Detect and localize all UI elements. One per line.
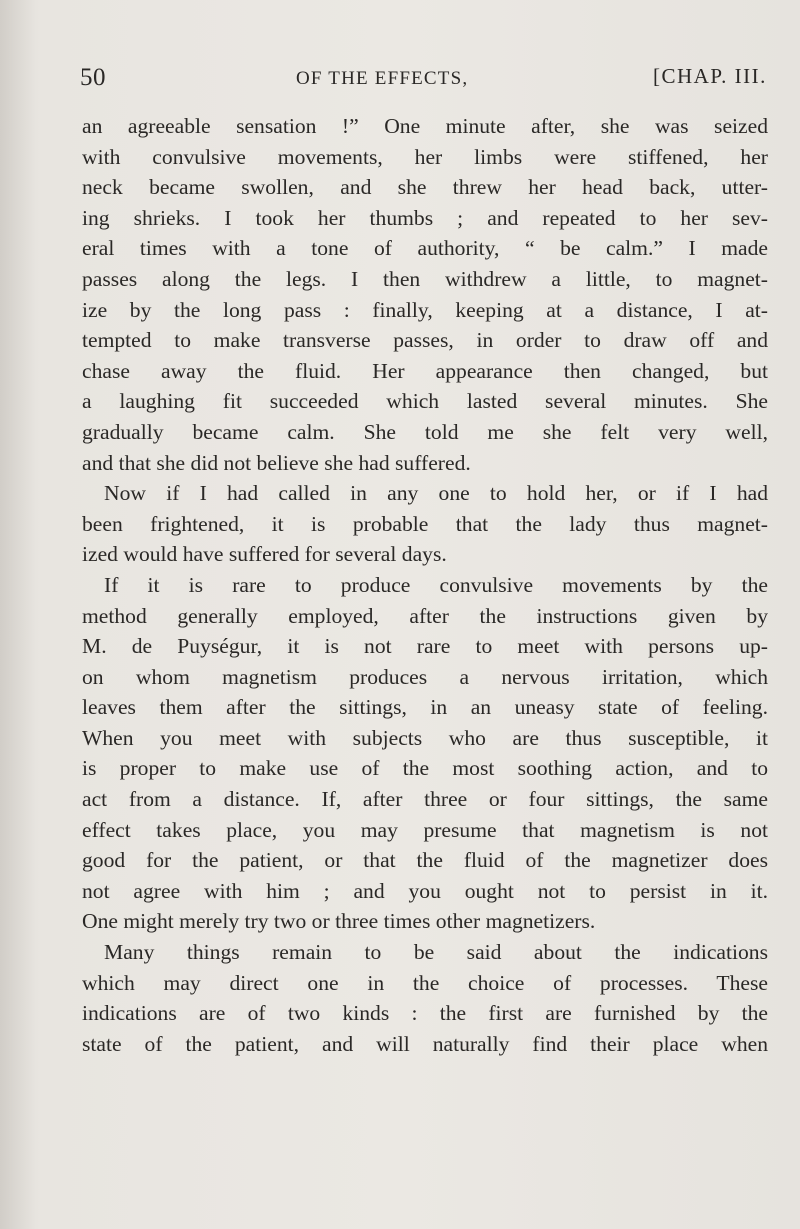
text-line: ing shrieks. I took her thumbs ; and repeated to her sev- [82, 205, 768, 230]
text-line: an agreeable sensation !” One minute after, she was seized [82, 114, 768, 138]
text-line: is proper to make use of the most soothing action, and to [82, 756, 768, 781]
text-line: not agree with him ; and you ought not to persist in it. [82, 878, 768, 903]
gutter-shadow [0, 0, 36, 1229]
body-text [82, 111, 768, 1059]
text-line: Now if I had called in any one to hold her, or if I had [104, 481, 768, 506]
text-line: leaves them after the sittings, in an uneasy state of feeling. [82, 695, 768, 720]
text-line: If it is rare to produce convulsive movements by the [104, 572, 768, 597]
text-line: state of the patient, and will naturally find their place when [82, 1031, 768, 1056]
page-header [80, 62, 770, 96]
running-title: OF THE EFFECTS, [296, 68, 469, 89]
text-line: effect takes place, you may presume that magnetism is not [82, 817, 768, 842]
text-line: indications are of two kinds : the first are furnished by the [82, 1001, 768, 1026]
text-line: eral times with a tone of authority, “ be calm.” I made [82, 236, 768, 261]
text-line: neck became swollen, and she threw her head back, utter- [82, 175, 768, 200]
text-line: tempted to make transverse passes, in order to draw off and [82, 328, 768, 353]
page-number: 50 [80, 64, 106, 91]
text-line: good for the patient, or that the fluid of the magnetizer does [82, 848, 768, 873]
text-line: gradually became calm. She told me she felt very well, [82, 419, 768, 444]
text-line: been frightened, it is probable that the lady thus magnet- [82, 511, 768, 536]
text-line: which may direct one in the choice of processes. These [82, 970, 768, 995]
text-line: passes along the legs. I then withdrew a little, to magnet- [82, 266, 768, 291]
text-line: M. de Puységur, it is not rare to meet with persons up- [82, 634, 768, 659]
chapter-mark: [CHAP. III. [653, 64, 767, 88]
text-line: with convulsive movements, her limbs were stiffened, her [82, 144, 768, 169]
text-line: and that she did not believe she had suffered. [82, 450, 471, 475]
text-line: a laughing fit succeeded which lasted several minutes. She [82, 389, 768, 414]
text-line: When you meet with subjects who are thus susceptible, it [82, 725, 768, 750]
text-line: Many things remain to be said about the indications [104, 940, 768, 965]
text-line: ized would have suffered for several days. [82, 542, 447, 567]
text-line: method generally employed, after the instructions given by [82, 603, 768, 628]
text-line: act from a distance. If, after three or four sittings, the same [82, 787, 768, 812]
text-line: on whom magnetism produces a nervous irritation, which [82, 664, 768, 689]
text-line: One might merely try two or three times other magnetizers. [82, 909, 596, 934]
text-line: chase away the fluid. Her appearance then changed, but [82, 358, 768, 383]
text-line: ize by the long pass : finally, keeping at a distance, I at- [82, 297, 768, 322]
